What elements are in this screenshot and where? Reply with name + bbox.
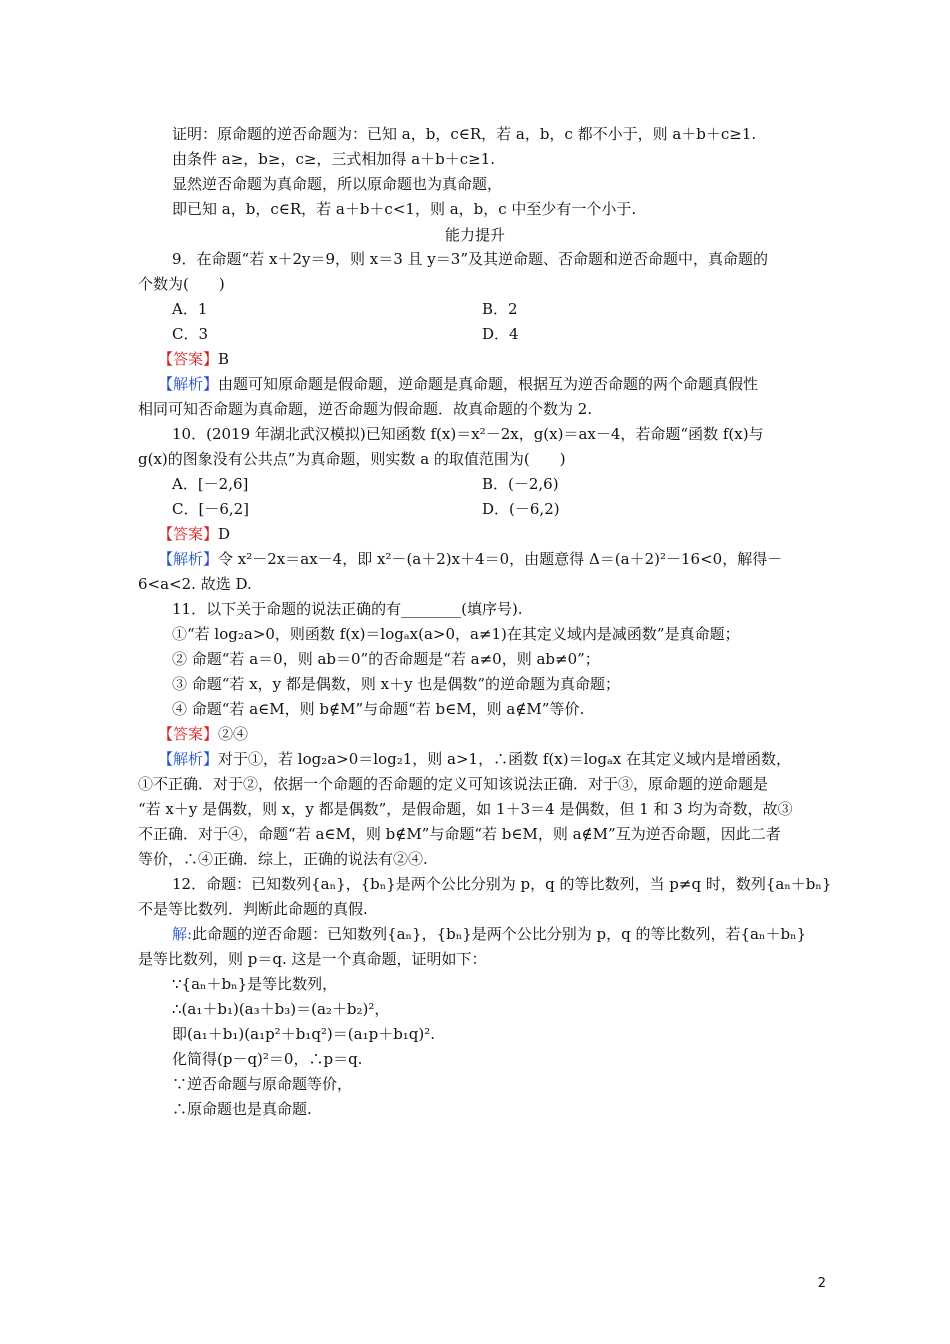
analysis-tag: 【解析】 [158,750,219,768]
q11-item-1: ①“若 log₂a>0，则函数 f(x)＝logₐx(a>0，a≠1)在其定义域内是减函数”是真命题； [172,625,740,643]
answer-value: D [218,525,231,543]
q9-answer [158,349,229,369]
q12-solution-line-8: ∴原命题也是真命题. [172,1100,312,1118]
page-number: 2 [817,1276,826,1291]
q10-option-c: C．[－6,2] [172,500,250,518]
q12-solution-line-1 [172,924,806,944]
q12-stem-line-2: 不是等比数列．判断此命题的真假. [138,900,368,918]
answer-tag: 【答案】 [158,350,219,368]
proof-line-4: 即已知 a，b，c∈R，若 a＋b＋c<1，则 a，b，c 中至少有一个小于. [172,200,637,218]
q11-analysis-line-2: ①不正确．对于②，依据一个命题的否命题的定义可知该说法正确．对于③，原命题的逆命题是 [138,775,769,793]
q9-stem-line-1: 9．在命题“若 x＋2y＝9，则 x＝3 且 y＝3”及其逆命题、否命题和逆否命题中，真命题的 [172,250,768,268]
q11-analysis-line-5: 等价，∴④正确．综上，正确的说法有②④. [138,850,428,868]
q9-stem-line-2: 个数为( ) [138,275,225,293]
q11-item-2: ② 命题“若 a＝0，则 ab＝0”的否命题是“若 a≠0，则 ab≠0”； [172,650,600,668]
q11-item-3: ③ 命题“若 x，y 都是偶数，则 x＋y 也是偶数”的逆命题为真命题； [172,675,621,693]
analysis-tag: 【解析】 [158,550,219,568]
q12-solution-line-5: 即(a₁＋b₁)(a₁p²＋b₁q²)＝(a₁p＋b₁q)². [172,1025,436,1043]
q9-analysis-line-1 [158,374,758,394]
q10-analysis-line-2: 6<a<2. 故选 D. [138,575,252,593]
section-heading: 能力提升 [444,226,505,244]
q9-analysis-line-2: 相同可知否命题为真命题，逆否命题为假命题．故真命题的个数为 2. [138,400,593,418]
proof-line-3: 显然逆否命题为真命题，所以原命题也为真命题， [172,175,503,193]
q9-option-a: A．1 [172,300,208,318]
proof-line-2: 由条件 a≥，b≥，c≥，三式相加得 a＋b＋c≥1. [172,150,496,168]
solution-text: 此命题的逆否命题：已知数列{aₙ}，{bₙ}是两个公比分别为 p，q 的等比数列，若{aₙ＋bₙ} [192,925,807,943]
q10-option-b: B．(－2,6) [482,475,559,493]
q11-stem: 11．以下关于命题的说法正确的有________(填序号). [172,600,523,618]
q12-solution-line-4: ∴(a₁＋b₁)(a₃＋b₃)＝(a₂＋b₂)²， [172,1000,390,1018]
analysis-tag: 【解析】 [158,375,219,393]
q10-stem-line-1: 10．(2019 年湖北武汉模拟)已知函数 f(x)＝x²－2x，g(x)＝ax－4，若命题“函数 f(x)与 [172,425,764,443]
q10-option-d: D．(－6,2) [482,500,560,518]
analysis-text: 对于①，若 log₂a>0＝log₂1，则 a>1，∴函数 f(x)＝logₐx 在其定义域内是增函数， [218,750,792,768]
q10-answer [158,524,230,544]
q12-solution-line-2: 是等比数列，则 p＝q. 这是一个真命题，证明如下： [138,950,487,968]
q9-option-d: D．4 [482,325,519,343]
q11-analysis-line-1 [158,749,791,769]
q11-analysis-line-4: 不正确．对于④，命题“若 a∈M，则 b∉M”与命题“若 b∈M，则 a∉M”互为逆否命题，因此二者 [138,825,781,843]
analysis-text: 由题可知原命题是假命题，逆命题是真命题，根据互为逆否命题的两个命题真假性 [218,375,759,393]
q10-option-a: A．[－2,6] [172,475,249,493]
q9-option-c: C．3 [172,325,209,343]
q9-option-b: B．2 [482,300,518,318]
q11-item-4: ④ 命题“若 a∈M，则 b∉M”与命题“若 b∈M，则 a∉M”等价. [172,700,585,718]
answer-value: B [218,350,230,368]
answer-value: ②④ [218,725,249,743]
q12-solution-line-3: ∵{aₙ＋bₙ}是等比数列， [172,975,338,993]
answer-tag: 【答案】 [158,725,219,743]
proof-line-1: 证明：原命题的逆否命题为：已知 a，b，c∈R，若 a，b，c 都不小于，则 a＋b＋c≥1. [172,125,757,143]
q12-solution-line-6: 化简得(p－q)²＝0，∴p＝q. [172,1050,363,1068]
answer-tag: 【答案】 [158,525,219,543]
q11-analysis-line-3: “若 x＋y 是偶数，则 x，y 都是偶数”，是假命题，如 1＋3＝4 是偶数，但 1 和 3 均为奇数，故③ [138,800,793,818]
q11-answer [158,724,248,744]
q10-analysis-line-1 [158,549,782,569]
analysis-text: 令 x²－2x＝ax－4，即 x²－(a＋2)x＋4＝0，由题意得 Δ＝(a＋2)²－16<0，解得－ [218,550,783,568]
q12-stem-line-1: 12．命题：已知数列{aₙ}，{bₙ}是两个公比分别为 p，q 的等比数列，当 p≠q 时，数列{aₙ＋bₙ} [172,875,832,893]
q12-solution-line-7: ∵逆否命题与原命题等价， [172,1075,353,1093]
q10-stem-line-2: g(x)的图象没有公共点”为真命题，则实数 a 的取值范围为( ) [138,450,566,468]
solution-tag: 解: [172,925,193,943]
